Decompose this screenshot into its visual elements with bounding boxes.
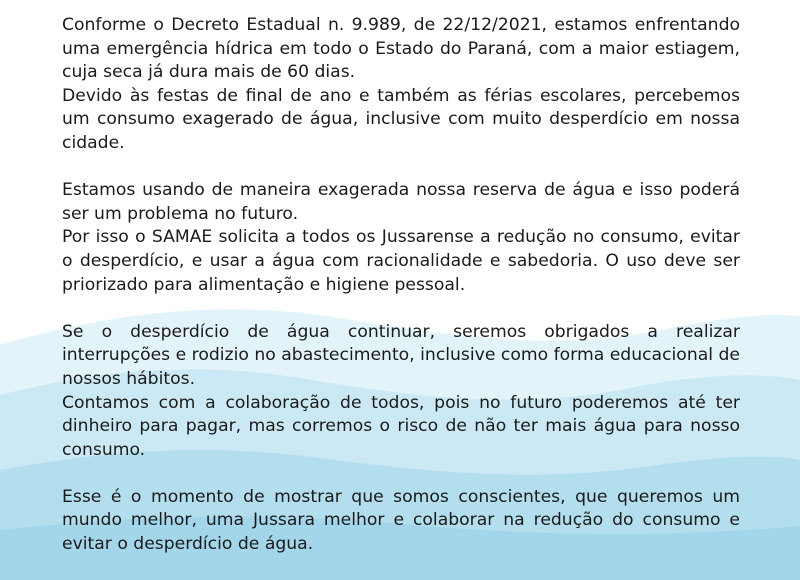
paragraph-decree: Conforme o Decreto Estadual n. 9.989, de 22/12/2021, estamos enfrentando uma emergência hídrica em todo o Estado do Paraná, com a maior estiagem, cuja seca já dura mais de 60 dias. bbox=[62, 15, 740, 83]
paragraph-spacer bbox=[62, 156, 740, 180]
paragraph-interruptions: Se o desperdício de água continuar, seremos obrigados a realizar interrupções e rodizio no abastecimento, inclusive como forma educacional de nossos hábitos. bbox=[62, 321, 740, 389]
paragraph-excess-consumption: Devido às festas de final de ano e também as férias escolares, percebemos um consumo exagerado de água, inclusive com muito desperdício em nossa cidade. bbox=[62, 85, 740, 153]
paragraph-collaboration: Contamos com a colaboração de todos, pois no futuro poderemos até ter dinheiro para pagar, mas corremos o risco de não ter mais água para nosso consumo. bbox=[62, 392, 740, 460]
paragraph-conscious: Esse é o momento de mostrar que somos conscientes, que queremos um mundo melhor, uma Jussara melhor e colaborar na redução do consumo e evitar o desperdício de água. bbox=[62, 486, 740, 555]
paragraph-spacer bbox=[62, 462, 740, 486]
paragraph-reserve: Estamos usando de maneira exagerada nossa reserva de água e isso poderá ser um problema no futuro. bbox=[62, 180, 740, 224]
paragraph-samae-request: Por isso o SAMAE solicita a todos os Jussarense a redução no consumo, evitar o desperdício, e usar a água com racionalidade e sabedoria. O uso deve ser priorizado para alimentação e higiene pessoal. bbox=[62, 227, 740, 295]
paragraph-spacer bbox=[62, 297, 740, 321]
notice-document bbox=[62, 14, 740, 557]
